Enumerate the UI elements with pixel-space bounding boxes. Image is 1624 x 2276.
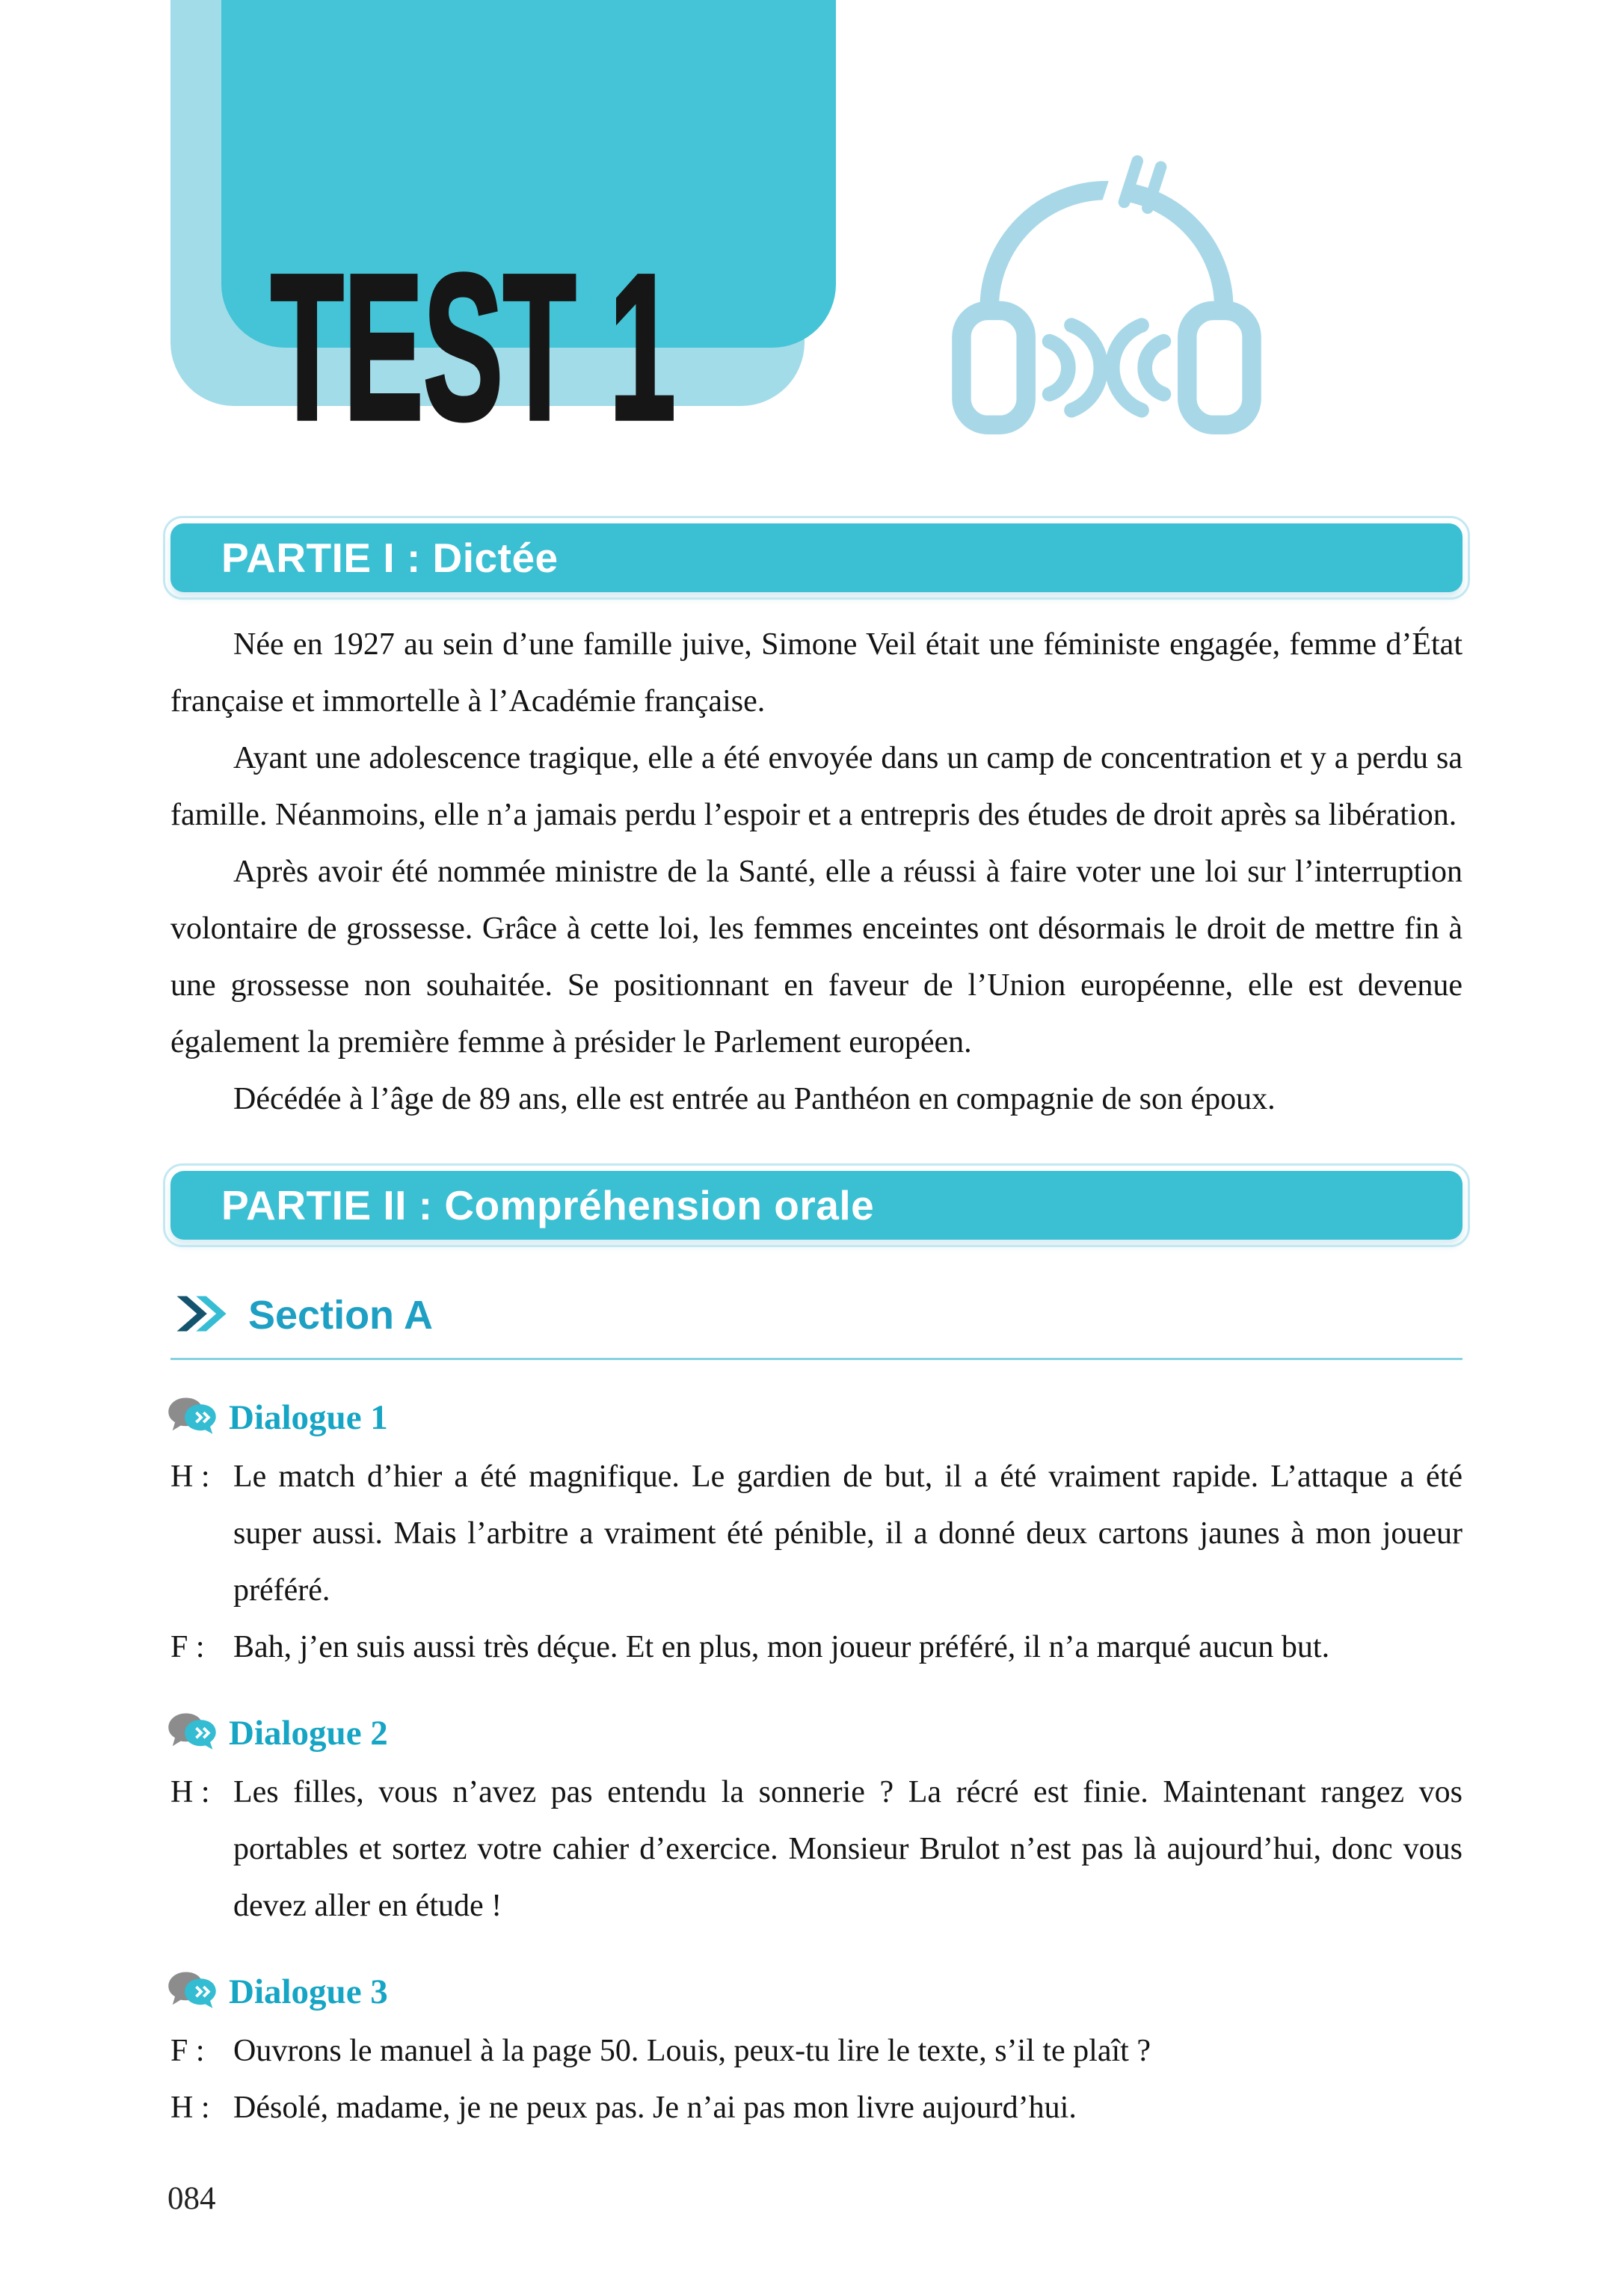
dialogue-line	[170, 1619, 1462, 1676]
dialogue-2-header	[166, 1711, 1462, 1755]
speaker-label: F :	[170, 2034, 205, 2068]
dialogue-text: Désolé, madame, je ne peux pas. Je n’ai pas mon livre aujourd’hui.	[233, 2091, 1077, 2125]
dialogue-line	[170, 2023, 1462, 2079]
speaker-label: H :	[170, 1460, 210, 1494]
speech-bubbles-icon	[166, 1970, 218, 2014]
speech-bubbles-icon	[166, 1396, 218, 1439]
content-column	[170, 523, 1462, 2136]
dictation-text	[170, 616, 1462, 1128]
dialogue-text: Bah, j’en suis aussi très déçue. Et en plus, mon joueur préféré, il n’a marqué aucun but.	[233, 1630, 1330, 1664]
dialogue-text: Les filles, vous n’avez pas entendu la sonnerie ? La récré est finie. Maintenant rangez vos portables et sortez votre cahier d’exercice. Monsieur Brulot n’est pas là aujourd’hui, donc vous devez aller en étude !	[233, 1775, 1462, 1923]
dialogue-3-header	[166, 1970, 1462, 2014]
speech-bubbles-icon	[166, 1711, 218, 1755]
partie1-banner	[170, 523, 1462, 592]
partie2-banner	[170, 1171, 1462, 1240]
dictation-paragraph: Ayant une adolescence tragique, elle a été envoyée dans un camp de concentration et y a perdu sa famille. Néanmoins, elle n’a jamais perdu l’espoir et a entrepris des études de droit après sa libération.	[170, 741, 1462, 832]
dialogue-title: Dialogue 2	[229, 1714, 388, 1753]
speaker-label: H :	[170, 1775, 210, 1809]
dictation-paragraph: Décédée à l’âge de 89 ans, elle est entrée au Panthéon en compagnie de son époux.	[233, 1082, 1276, 1116]
speaker-label: F :	[170, 1630, 205, 1664]
section-a-title: Section A	[248, 1293, 434, 1338]
dialogue-title: Dialogue 3	[229, 1972, 388, 2011]
dictation-paragraph: Après avoir été nommée ministre de la Santé, elle a réussi à faire voter une loi sur l’interruption volontaire de grossesse. Grâce à cette loi, les femmes enceintes ont désormais le droit de mettre fin à une grossesse non souhaitée. Se positionnant en faveur de l’Union européenne, elle est devenue également la première femme à présider le Parlement européen.	[170, 855, 1462, 1059]
speaker-label: H :	[170, 2091, 210, 2125]
test-title: TEST 1	[271, 230, 676, 463]
dictation-paragraph: Née en 1927 au sein d’une famille juive, Simone Veil était une féministe engagée, femme d’État française et immortelle à l’Académie française.	[170, 627, 1462, 719]
dialogue-line	[170, 2079, 1462, 2136]
double-chevron-icon	[173, 1293, 229, 1338]
dialogue-text: Le match d’hier a été magnifique. Le gardien de but, il a été vraiment rapide. L’attaque a été super aussi. Mais l’arbitre a vraiment été pénible, il a donné deux cartons jaunes à mon joueur préféré.	[233, 1460, 1462, 1608]
dialogue-1-header	[166, 1396, 1462, 1439]
section-a-header	[170, 1292, 1462, 1360]
dialogue-line	[170, 1448, 1462, 1619]
dialogue-title: Dialogue 1	[229, 1398, 388, 1437]
dialogue-text: Ouvrons le manuel à la page 50. Louis, peux-tu lire le texte, s’il te plaît ?	[233, 2034, 1151, 2068]
dialogue-line	[170, 1764, 1462, 1934]
partie1-title: PARTIE I : Dictée	[221, 535, 559, 581]
headphones-icon	[923, 135, 1290, 446]
page-number: 084	[167, 2181, 216, 2216]
partie2-title: PARTIE II : Compréhension orale	[221, 1182, 875, 1228]
